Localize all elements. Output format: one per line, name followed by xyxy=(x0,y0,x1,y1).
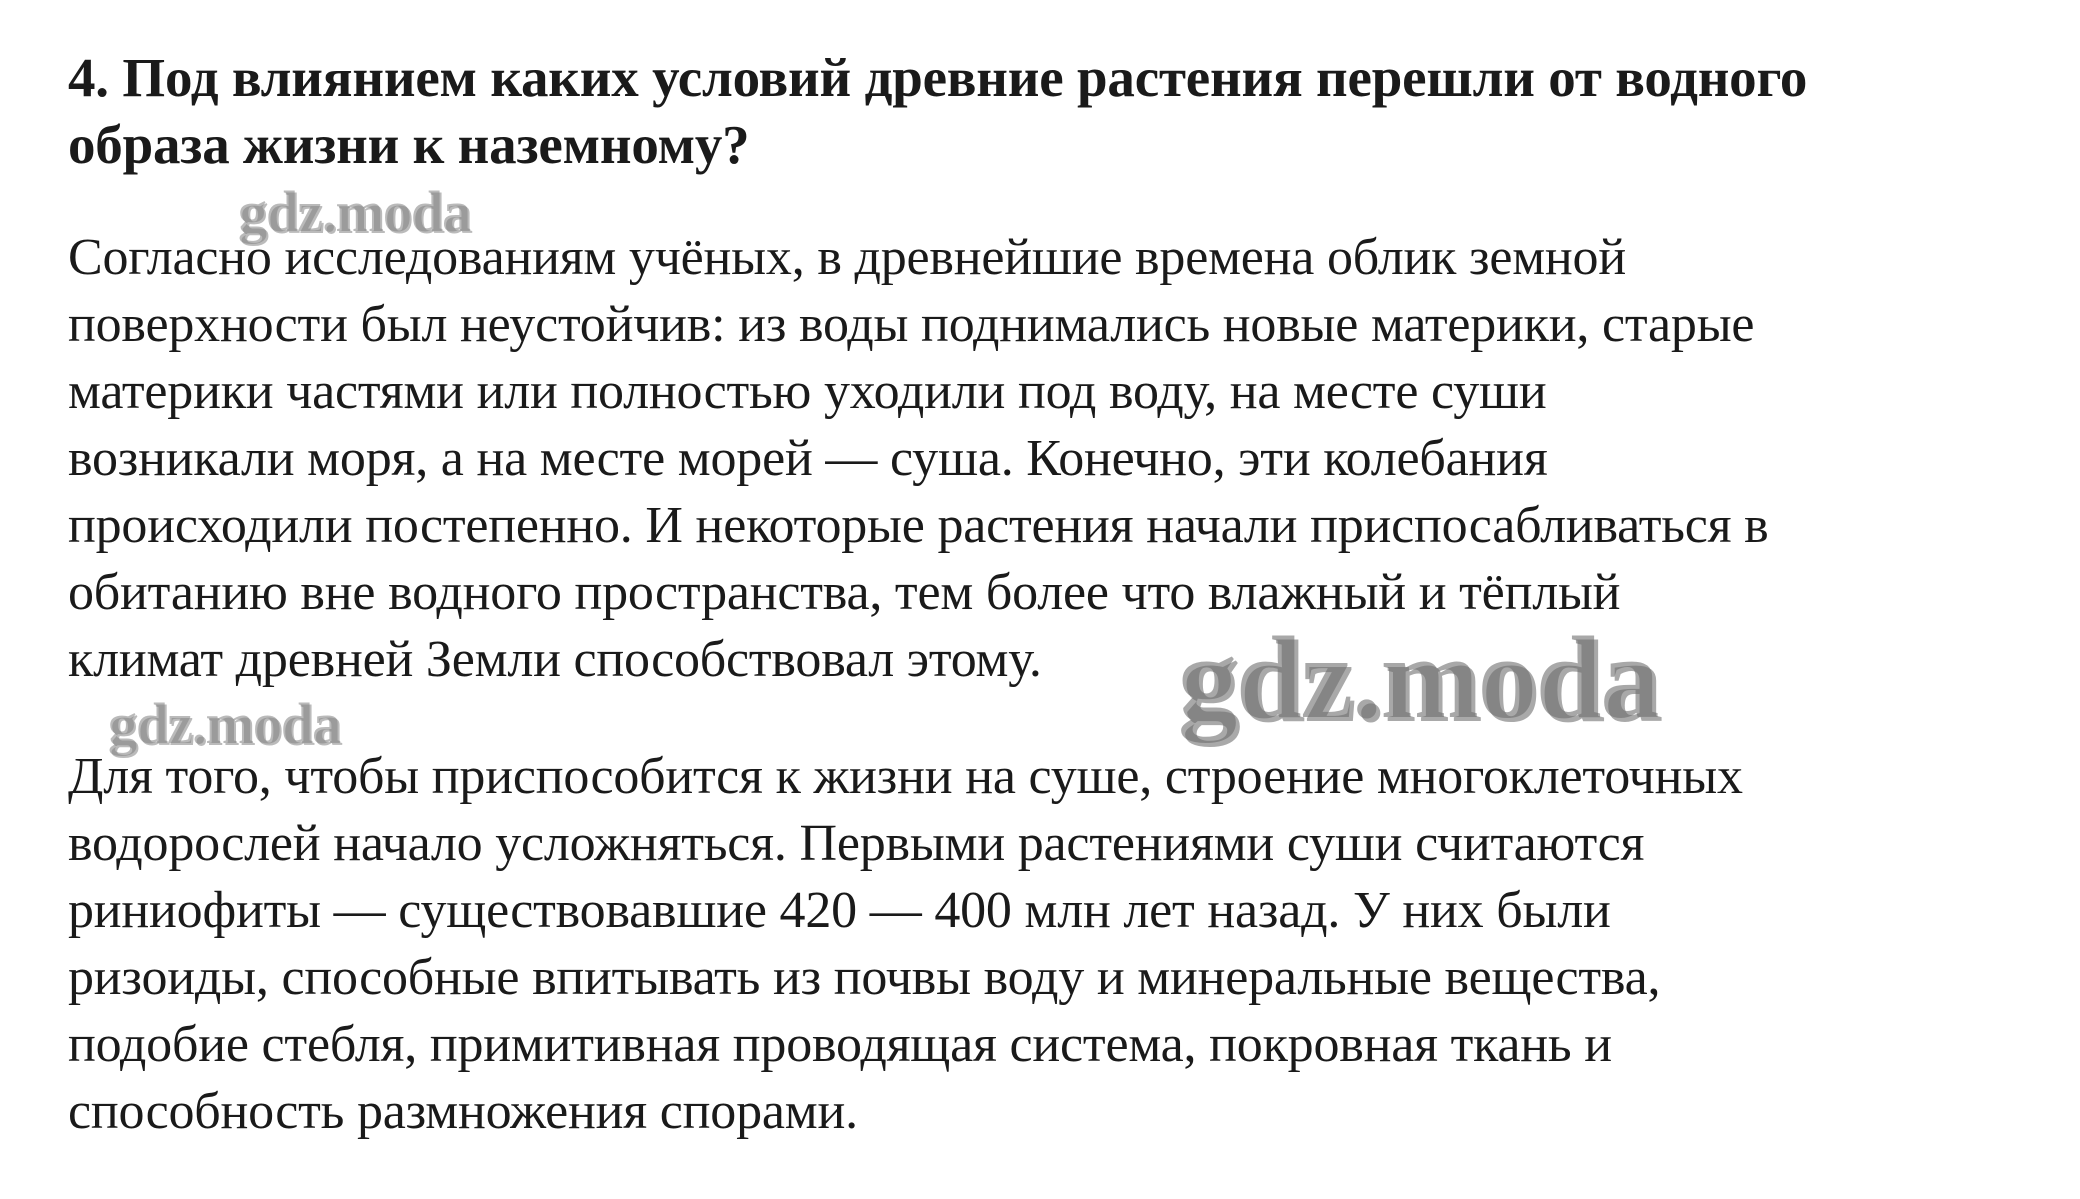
paragraph-2-line-2: водорослей начало усложняться. Первыми растениями суши считаются xyxy=(68,815,1645,872)
paragraph-1-line-4: возникали моря, а на месте морей — суша. Конечно, эти колебания xyxy=(68,430,1548,487)
paragraph-2-line-1: Для того, чтобы приспособится к жизни на суше, строение многоклеточных xyxy=(68,748,1743,805)
watermark-top: gdz.moda xyxy=(238,179,471,244)
paragraph-1-line-1: Согласно исследованиям учёных, в древнейшие времена облик земной xyxy=(68,229,1626,286)
paragraph-2-line-6: способность размножения спорами. xyxy=(68,1083,858,1140)
paragraph-1-line-5: происходили постепенно. И некоторые растения начали приспосабливаться в xyxy=(68,497,1769,554)
paragraph-1-line-3: материки частями или полностью уходили под воду, на месте суши xyxy=(68,363,1547,420)
paragraph-2-line-4: ризоиды, способные впитывать из почвы воду и минеральные вещества, xyxy=(68,949,1661,1006)
watermark-left: gdz.moda xyxy=(108,691,341,756)
question-heading xyxy=(68,44,2028,178)
answer-paragraph-2 xyxy=(68,743,2028,1145)
paragraph-1-line-2: поверхности был неустойчив: из воды поднимались новые материки, старые xyxy=(68,296,1755,353)
paragraph-2-line-5: подобие стебля, примитивная проводящая система, покровная ткань и xyxy=(68,1016,1612,1073)
paragraph-1-line-7: климат древней Земли способствовал этому. xyxy=(68,631,1042,688)
watermark-large: gdz.moda xyxy=(1178,612,1659,743)
paragraph-1-line-6: обитанию вне водного пространства, тем более что влажный и тёплый xyxy=(68,564,1621,621)
question-line-2: образа жизни к наземному? xyxy=(68,114,750,175)
paragraph-2-line-3: риниофиты — существовавшие 420 — 400 млн лет назад. У них были xyxy=(68,882,1611,939)
question-line-1: 4. Под влиянием каких условий древние растения перешли от водного xyxy=(68,47,1808,108)
answer-paragraph-1 xyxy=(68,224,2028,693)
